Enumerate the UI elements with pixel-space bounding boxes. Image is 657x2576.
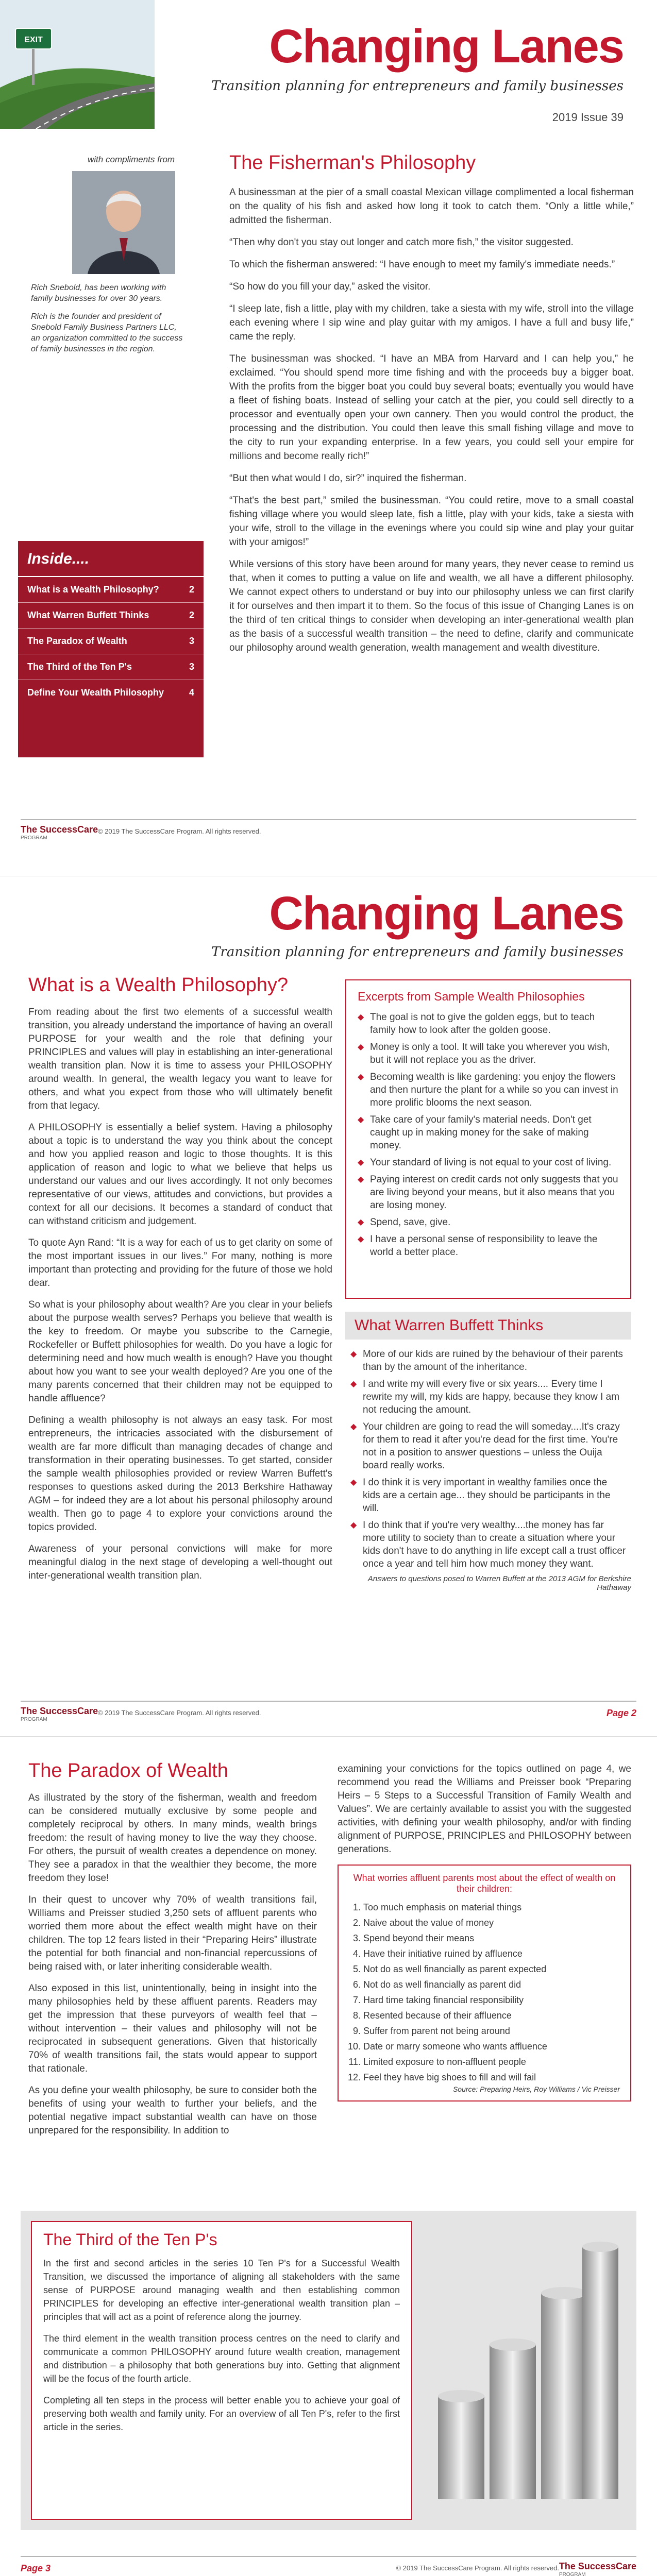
third-ps-box xyxy=(31,2221,412,2520)
paragraph: So what is your philosophy about wealth? Are you clear in your beliefs about the purpose wealth serves? Perhaps you believe that wealth is the key to freedom. Or maybe you subscribe to the Carnegie, Rockefeller or Buffett philosophies for wealth. Do you have a logic for determining need and how much wealth is enough? Have you thought about how you want to see your wealth deployed? Are you one of the many parents concerned that their children may not be equipped to handle affluence? xyxy=(28,1299,332,1404)
fear-item: 11. Limited exposure to non-affluent people xyxy=(363,2054,620,2070)
newsletter-subtitle: Transition planning for entrepreneurs and family businesses xyxy=(211,944,624,960)
coin-stacks-illustration xyxy=(428,2226,626,2515)
paragraph: From reading about the first two elements of a successful wealth transition, you already understand the importance of having an overall PURPOSE for your wealth and the role that defining your PRINCIPLES and values will play in establishing an inter-generational wealth transition plan. Now it is time to assess your PHILOSOPHY around wealth. In general, the wealth legacy you want to leave for others, and what you expect from those who will ultimately benefit from that legacy. xyxy=(28,1007,332,1111)
page-number: Page 2 xyxy=(606,1708,636,1718)
fear-item: 5. Not do as well financially as parent expected xyxy=(363,1961,620,1977)
article-title: The Fisherman's Philosophy xyxy=(229,152,476,174)
paragraph: examining your convictions for the topics outlined on page 4, we recommend you read the Williams and Preisser book “Preparing Heirs – 5 Steps to a Successful Transition of Family Wealth and Values”. We are certainly available to assist you with the suggested activities, with defining your wealth philosophy, and/or with finding alignment of PURPOSE, PRINCIPLES and PHILOSOPHY between generations. xyxy=(338,1764,631,1855)
footer-logo: The SuccessCare PROGRAM xyxy=(21,824,98,841)
paragraph: To which the fisherman answered: “I have enough to meet my family's immediate needs.” xyxy=(229,259,615,270)
excerpts-title: Excerpts from Sample Wealth Philosophies xyxy=(358,990,585,1003)
paragraph: “But then what would I do, sir?” inquired the fisherman. xyxy=(229,473,467,484)
paragraph: In the first and second articles in the series 10 Ten P's for a Successful Wealth Transition, we discussed the importance of aligning all stakeholders with the same sense of PURPOSE around managing wealth and then establishing common PRINCIPLES for developing an effective inter-generational wealth transition plan – principles that will act as a point of reference along the journey. xyxy=(43,2258,400,2322)
author-bio-company: Rich is the founder and president of Snebold Family Business Partners LLC, an organization committed to the success of family businesses in the region. xyxy=(31,312,183,353)
paragraph: Awareness of your personal convictions will make for more meaningful dialog in the next stage of developing a well-thought out inter-generational wealth transition plan. xyxy=(28,1544,332,1581)
buffett-source: Answers to questions posed to Warren Buffett at the 2013 AGM for Berkshire Hathaway xyxy=(367,1574,631,1592)
fear-item: 9. Suffer from parent not being around xyxy=(363,2023,620,2039)
issue-number: 2019 Issue 39 xyxy=(552,111,624,124)
buffett-title: What Warren Buffett Thinks xyxy=(345,1312,631,1340)
inside-title: Inside.... xyxy=(18,550,204,577)
page-footer xyxy=(21,819,636,842)
fear-item: 1. Too much emphasis on material things xyxy=(363,1900,620,1915)
author-photo xyxy=(72,171,175,274)
page-2 xyxy=(0,876,657,1726)
inside-item[interactable] xyxy=(18,654,204,680)
fears-source: Source: Preparing Heirs, Roy Williams / Vic Preisser xyxy=(452,2085,620,2093)
paragraph: The businessman was shocked. “I have an MBA from Harvard and I can help you,” he exclaimed. “You should spend more time fishing and with the proceeds buy a bigger boat. With the profits from the bigger boat you could buy several boats; eventually you would have a fleet of fishing boats. Instead of selling your catch at the pier, you could sell directly to a processor and eventually open your own cannery. Then you would control the product, the processing and the distribution. You could then leave this small fishing village and move to the city to run your expanding enterprise. In a few years, you could sell your empire for millions and become really rich!” xyxy=(229,353,634,462)
paragraph: “Then why don't you stay out longer and catch more fish,” the visitor suggested. xyxy=(229,237,574,248)
article-title: The Paradox of Wealth xyxy=(28,1760,228,1782)
fear-item: 12. Feel they have big shoes to fill and will fail xyxy=(363,2070,620,2085)
excerpt-item: ◆ The goal is not to give the golden eggs, but to teach family how to look after the golden goose. xyxy=(358,1011,619,1037)
inside-item-page: 3 xyxy=(189,662,194,672)
fears-title: What worries affluent parents most about the effect of wealth on their children: xyxy=(353,1873,616,1894)
compliments-label: with compliments from xyxy=(88,155,175,164)
inside-item[interactable] xyxy=(18,629,204,654)
exit-sign-text: EXIT xyxy=(24,36,43,44)
paragraph: A businessman at the pier of a small coastal Mexican village complimented a local fisherman on the quality of his fish and asked how long it took to catch them. “Only a little while,” admitted the fisherman. xyxy=(229,187,634,226)
fear-item: 3. Spend beyond their means xyxy=(363,1930,620,1946)
paragraph: As you define your wealth philosophy, be sure to consider both the benefits of using your wealth to further your beliefs, and the potential negative impact substantial wealth can have on those unprepared for the responsibility. In addition to xyxy=(28,2085,317,2136)
excerpt-item: ◆ Paying interest on credit cards not only suggests that you are living beyond your means, but it also means that you are losing money. xyxy=(358,1173,619,1212)
inside-item-page: 2 xyxy=(189,610,194,620)
excerpt-item: ◆ Spend, save, give. xyxy=(358,1216,619,1229)
article-title: What is a Wealth Philosophy? xyxy=(28,974,289,996)
newsletter-title: Changing Lanes xyxy=(269,20,624,73)
footer-copyright: © 2019 The SuccessCare Program. All rights reserved. xyxy=(98,827,261,835)
author-sidebar xyxy=(31,155,186,354)
third-ps-title: The Third of the Ten P's xyxy=(43,2230,217,2249)
fear-item: 6. Not do as well financially as parent did xyxy=(363,1977,620,1992)
fear-item: 2. Naive about the value of money xyxy=(363,1915,620,1930)
paragraph: A PHILOSOPHY is essentially a belief system. Having a philosophy about a topic is to understand the way you think about the concept and how you applied reason and logic to those thoughts. It is this application of reason and logic to what we believe that helps us understand our values and our lives accordingly. It not only becomes representative of our views, attitudes and convictions, but provides a context for all our decisions. It becomes a standard of conduct that can withstand criticism and judgement. xyxy=(28,1122,332,1227)
buffett-quote: ◆ More of our kids are ruined by the behaviour of their parents than by the amount of the inheritance. xyxy=(350,1348,626,1374)
paradox-article xyxy=(28,1760,317,2146)
fear-item: 8. Resented because of their affluence xyxy=(363,2008,620,2023)
buffett-quote: ◆ I and write my will every five or six years.... Every time I rewrite my will, my kids are happy, because they know I am not reducing the amount. xyxy=(350,1378,626,1416)
excerpts-box xyxy=(345,979,631,1299)
newsletter-title: Changing Lanes xyxy=(269,887,624,940)
inside-contents-box xyxy=(18,541,204,757)
paragraph: Defining a wealth philosophy is not always an easy task. For most entrepreneurs, the intricacies associated with the disbursement of wealth are far more difficult than managing decades of change and transformation in their operating businesses. To get started, consider the sample wealth philosophies provided or review Warren Buffett's responses to questions asked during the 2013 Berkshire Hathaway AGM – for indeed they are a lot about his personal philosophy around wealth. Then go to page 4 to explore your convictions around the topics provided. xyxy=(28,1415,332,1533)
excerpt-item: ◆ Your standard of living is not equal to your cost of living. xyxy=(358,1156,619,1169)
paragraph: Also exposed in this list, unintentionally, being in insight into the many philosophies held by these affluent parents. Readers may get the impression that these purveyors of wealth feel that – without intervention – their values and philosophy will not be reciprocated in subsequent generations. Given that historically 70% of wealth transitions fail, the stats would appear to support that rationale. xyxy=(28,1983,317,2074)
wealth-philosophy-article xyxy=(28,974,332,1591)
buffett-quote: ◆ I do think that if you're very wealthy....the money has far more utility to society than to create a situation where your kids don't have to do anything in life except call a trust officer once a year and tell him how much money they want. xyxy=(350,1519,626,1570)
footer-logo: The SuccessCare PROGRAM xyxy=(21,1706,98,1722)
paragraph: “I sleep late, fish a little, play with my children, take a siesta with my wife, stroll into the village each evening where I sip wine and play guitar with my amigos. I have a full and busy life,” came the reply. xyxy=(229,303,634,342)
buffett-quote: ◆ Your children are going to read the will someday....It's crazy for them to read it after you're dead for the first time. You're not in a position to answer questions – unless the Ouija board really works. xyxy=(350,1420,626,1472)
buffett-box xyxy=(345,1312,631,1592)
excerpt-item: ◆ Money is only a tool. It will take you wherever you wish, but it will not replace you as the driver. xyxy=(358,1041,619,1066)
inside-item-label: Define Your Wealth Philosophy xyxy=(27,687,164,698)
excerpt-item: ◆ Take care of your family's material needs. Don't get caught up in making money for the sake of making money. xyxy=(358,1113,619,1152)
inside-item-page: 4 xyxy=(189,687,194,698)
inside-item-label: The Paradox of Wealth xyxy=(27,636,127,646)
inside-item-page: 3 xyxy=(189,636,194,646)
author-bio: Rich Snebold, has been working with family businesses for over 30 years. xyxy=(31,283,166,303)
third-ps-section xyxy=(21,2211,636,2530)
inside-item-label: The Third of the Ten P's xyxy=(27,662,132,672)
fears-box xyxy=(338,1865,631,2102)
paragraph: Completing all ten steps in the process will better enable you to achieve your goal of preserving both wealth and family unity. For an overview of all Ten P's, refer to the first article in the series. xyxy=(43,2395,400,2432)
inside-item-label: What is a Wealth Philosophy? xyxy=(27,584,159,595)
paragraph: While versions of this story have been around for many years, they never cease to remind us that, when it comes to putting a value on life and wealth, we all have a different philosophy. We cannot expect others to understand or buy into our philosophy unless we can first clarify it for ourselves and then impart it to them. So the focus of this issue of Changing Lanes is on the third of ten critical things to consider when developing an inter-generational wealth plan as the basis of a successful wealth transition – the need to define, clarify and communicate our philosophy around wealth generation, wealth management and wealth divestiture. xyxy=(229,559,634,653)
page-footer xyxy=(21,1701,636,1723)
paragraph: “That's the best part,” smiled the businessman. “You could retire, move to a small coastal fishing village where you would sleep late, fish a little, play with your kids, take a siesta with your wife, stroll to the village in the evenings where you could sip wine and play your guitar with your amigos!” xyxy=(229,495,634,548)
masthead xyxy=(0,0,657,129)
paragraph: To quote Ayn Rand: “It is a way for each of us to get clarity on some of the most important issues in our lives.” For many, nothing is more important than protecting and providing for the future of those we hold dear. xyxy=(28,1238,332,1289)
page-number: Page 3 xyxy=(21,2563,51,2573)
inside-item[interactable] xyxy=(18,577,204,603)
buffett-quote: ◆ I do think it is very important in wealthy families once the kids are a certain age... they should be participants in the will. xyxy=(350,1476,626,1515)
paragraph: As illustrated by the story of the fisherman, wealth and freedom can be considered mutually exclusive by some people and completely reciprocal by others. In many minds, wealth brings freedom: the result of having money to live the way they choose. For others, the pursuit of wealth creates a dependence on money. They see a paradox in that the wealthier they become, the more freedom they lose! xyxy=(28,1792,317,1884)
excerpt-item: ◆ Becoming wealth is like gardening: you enjoy the flowers and then nurture the plant for a while so you can invest in more prolific blooms the next season. xyxy=(358,1071,619,1109)
inside-item-page: 2 xyxy=(189,584,194,595)
paragraph: In their quest to uncover why 70% of wealth transitions fail, Williams and Preisser studied 3,250 sets of affluent parents who worried them more about the effect wealth might have on their children. The top 12 fears listed in their “Preparing Heirs” illustrate the potential for both financial and non-financial repercussions of being raised with, or later inheriting considerable wealth. xyxy=(28,1894,317,1972)
excerpt-item: ◆ I have a personal sense of responsibility to leave the world a better place. xyxy=(358,1233,619,1259)
inside-item-label: What Warren Buffett Thinks xyxy=(27,610,149,620)
inside-item[interactable] xyxy=(18,680,204,705)
fear-item: 10. Date or marry someone who wants affluence xyxy=(363,2039,620,2054)
inside-item[interactable] xyxy=(18,603,204,629)
paragraph: “So how do you fill your day,” asked the visitor. xyxy=(229,281,431,292)
footer-copyright: © 2019 The SuccessCare Program. All rights reserved. xyxy=(98,1709,261,1717)
fisherman-article xyxy=(229,152,634,663)
paragraph: The third element in the wealth transition process centres on the need to clarify and communicate a common PHILOSOPHY around future wealth creation, management and distribution – a philosophy that both generations buy into. Getting that alignment will be the focus of the fourth article. xyxy=(43,2333,400,2384)
road-sign-illustration xyxy=(0,0,155,129)
page-3 xyxy=(0,1736,657,2576)
footer-logo: The SuccessCare PROGRAM xyxy=(559,2561,636,2576)
page-footer xyxy=(21,2556,636,2576)
newsletter-subtitle: Transition planning for entrepreneurs and family businesses xyxy=(211,78,624,94)
fear-item: 4. Have their initiative ruined by affluence xyxy=(363,1946,620,1961)
paradox-continued xyxy=(338,1762,631,2102)
page-1 xyxy=(0,0,657,850)
footer-copyright: © 2019 The SuccessCare Program. All rights reserved. xyxy=(396,2564,559,2572)
fear-item: 7. Hard time taking financial responsibility xyxy=(363,1992,620,2008)
